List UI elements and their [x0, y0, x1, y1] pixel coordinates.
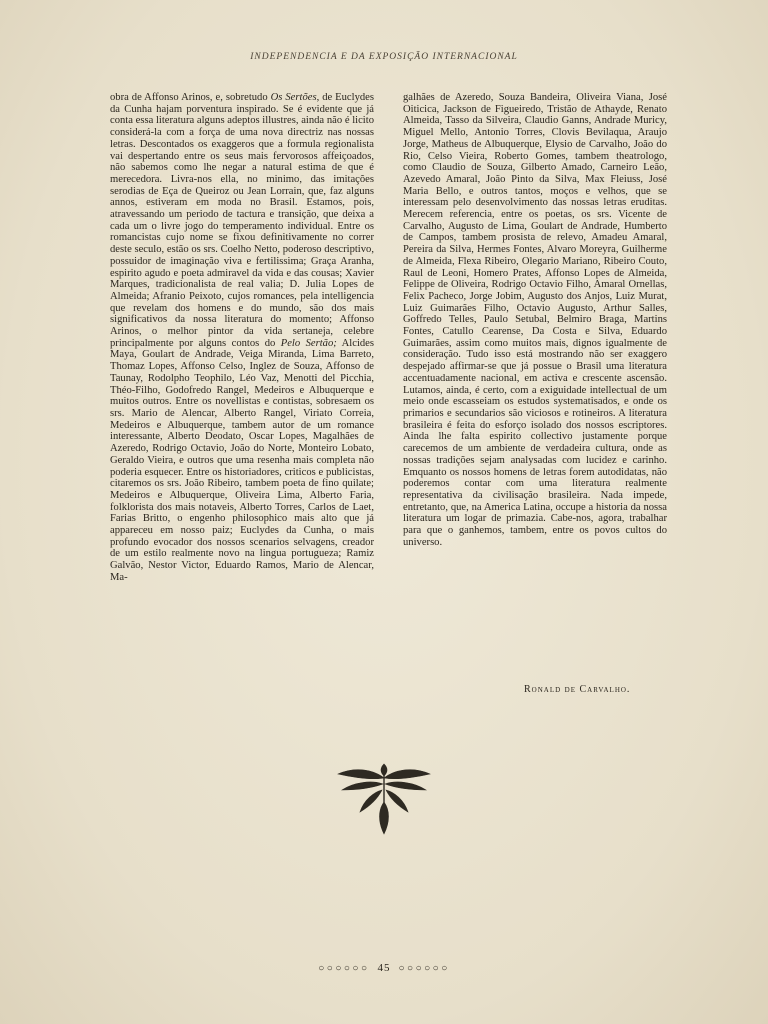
footer-dots-right: ○○○○○○	[398, 963, 450, 974]
left-text-column	[110, 92, 374, 584]
page-number: 45	[377, 962, 391, 974]
running-head: INDEPENDENCIA E DA EXPOSIÇÃO INTERNACIONAL	[250, 52, 518, 62]
leaf-sprig-ornament-icon	[334, 758, 434, 838]
right-text-column	[403, 92, 667, 548]
author-signature: Ronald de Carvalho.	[524, 684, 631, 695]
book-title-os-sertoes: Os Sertões	[270, 92, 317, 103]
footer-dots-left: ○○○○○○	[318, 963, 370, 974]
left-column-paragraph	[110, 92, 374, 584]
left-body-text-1: , de Euclydes da Cunha hajam porventura inspirado. Se é evidente que já conta essa literatura alguns adeptos illustres, ainda não é licito considerá-la com a força de uma nova directriz nas nossas letras. Descontados os exaggeros que a formula regionalista vai despertando entre os seus mais fervorosos affeiçoados, não sabemos como lhe negar a natural estima de que é merecedora. Livra-nos ella, no minimo, das imitações serodias de Eça de Queiroz ou Jean Lorrain, que, faz alguns annos, estiveram em moda no Brasil. Estamos, pois, atravessando um periodo de tactura e transição, que deixa a cada um o livre jogo do temperamento individual. Entre os romancistas cujo nome se fixou definitivamente no correr deste seculo, estão os srs. Coelho Netto, poderoso descriptivo, possuidor de imaginação viva e fertilissima; Graça Aranha, espirito agudo e poeta admiravel da vida e das cousas; Xavier Marques, tradicionalista de real valia; D. Julia Lopes de Almeida; Afranio Peixoto, cujos romances, pela intelligencia que revelam dos homens e do mundo, são dos mais significativos da nossa literatura do momento; Affonso Arinos, o melhor pintor da vida sertaneja, celebre principalmente por alguns contos do	[110, 92, 374, 349]
page-footer	[0, 962, 768, 974]
book-title-pelo-sertao: Pelo Sertão;	[280, 337, 337, 349]
left-intro-text: obra de Affonso Arinos, e, sobretudo	[110, 92, 271, 103]
right-column-paragraph: galhães de Azeredo, Souza Bandeira, Oliveira Viana, José Oiticica, Jackson de Figueiredo, Tristão de Athayde, Renato Almeida, Tasso da Silveira, Claudio Ganns, Andrade Muricy, Miguel Mello, Antonio Torres, Clovis Bevilaqua, Araujo Jorge, Matheus de Albuquerque, Elysio de Carvalho, João do Rio, Celso Vieira, Roberto Gomes, tambem theatrologo, como Claudio de Souza, Gilberto Amado, Carneiro Leão, Azevedo Amaral, João Pinto da Silva, Max Fleiuss, José Maria Bello, e outros tantos, moços e velhos, que se interessam pelo desenvolvimento das nossas letras eruditas. Merecem referencia, entre os poetas, os srs. Vicente de Carvalho, Augusto de Lima, Goulart de Andrade, Humberto de Campos, tambem prosista de relevo, Amadeu Amaral, Pereira da Silva, Hermes Fontes, Alvaro Moreyra, Guilherme de Almeida, Flexa Ribeiro, Olegario Mariano, Ribeiro Couto, Raul de Leoni, Homero Prates, Affonso Lopes de Almeida, Felippe de Oliveira, Rodrigo Octavio Filho, Amaral Ornellas, Felix Pacheco, Jorge Jobim, Augusto dos Anjos, Luiz Murat, Luiz Guimarães Filho, Octavio Augusto, Arthur Salles, Goffredo Telles, Paulo Setubal, Belmiro Braga, Martins Fontes, Catullo Cearense, Da Costa e Silva, Eduardo Guimarães, assim como muitos mais, dignos igualmente de consideração. Tudo isso está mostrando não ser exaggero despejado affirmar-se que já possue o Brasil uma literatura accentuadamente nacional, em activa e crescente ascensão. Lutamos, ainda, é certo, com a exiguidade intellectual de um meio onde escasseiam os estudos systematisados, e onde os primarios e secundarios são viciosos e rotineiros. A literatura brasileira é feita do esforço isolado dos nossos escriptores. Ainda lhe falta espirito collectivo justamente porque carecemos de um ambiente de verdadeira cultura, onde as nossas tradições sejam analysadas com lucidez e carinho. Emquanto os nossos homens de letras forem autodidatas, não poderemos contar com uma literatura realmente representativa da civilisação brasileira. Nada impede, entretanto, que, na America Latina, occupe a historia da nossa literatura um logar de primazia. Cabe-nos, agora, trabalhar para que o ganhemos, tambem, entre os povos cultos do universo.	[403, 92, 667, 548]
left-body-text-2: Alcides Maya, Goulart de Andrade, Veiga Miranda, Lima Barreto, Thomaz Lopes, Affonso Celso, Inglez de Souza, Affonso de Taunay, Rodolpho Teophilo, Léo Vaz, Menotti del Picchia, Théo-Filho, Godofredo Rangel, Medeiros e Albuquerque e muitos outros. Entre os novellistas e contistas, sobresaem os srs. Mario de Alencar, Alberto Rangel, Viriato Correia, Medeiros e Albuquerque, tambem autor de um romance interessante, Alberto Deodato, Oscar Lopes, Magalhães de Azeredo, Rodrigo Octavio, João do Norte, Monteiro Lobato, Geraldo Vieira, e outros que uma resenha mais completa não poderia esquecer. Entre os historiadores, criticos e publicistas, citaremos os srs. João Ribeiro, tambem poeta de fino quilate; Medeiros e Albuquerque, Oliveira Lima, Alberto Faria, folklorista dos mais notaveis, Alberto Torres, Carlos de Laet, Farias Britto, o engenho philosophico mais alto que já appareceu em nosso paiz; Euclydes da Cunha, o mais profundo evocador dos nossos scenarios selvagens, creador de um estilo realmente novo na lingua portugueza; Ramiz Galvão, Nestor Victor, Eduardo Ramos, Mario de Alencar, Ma-	[110, 337, 375, 583]
